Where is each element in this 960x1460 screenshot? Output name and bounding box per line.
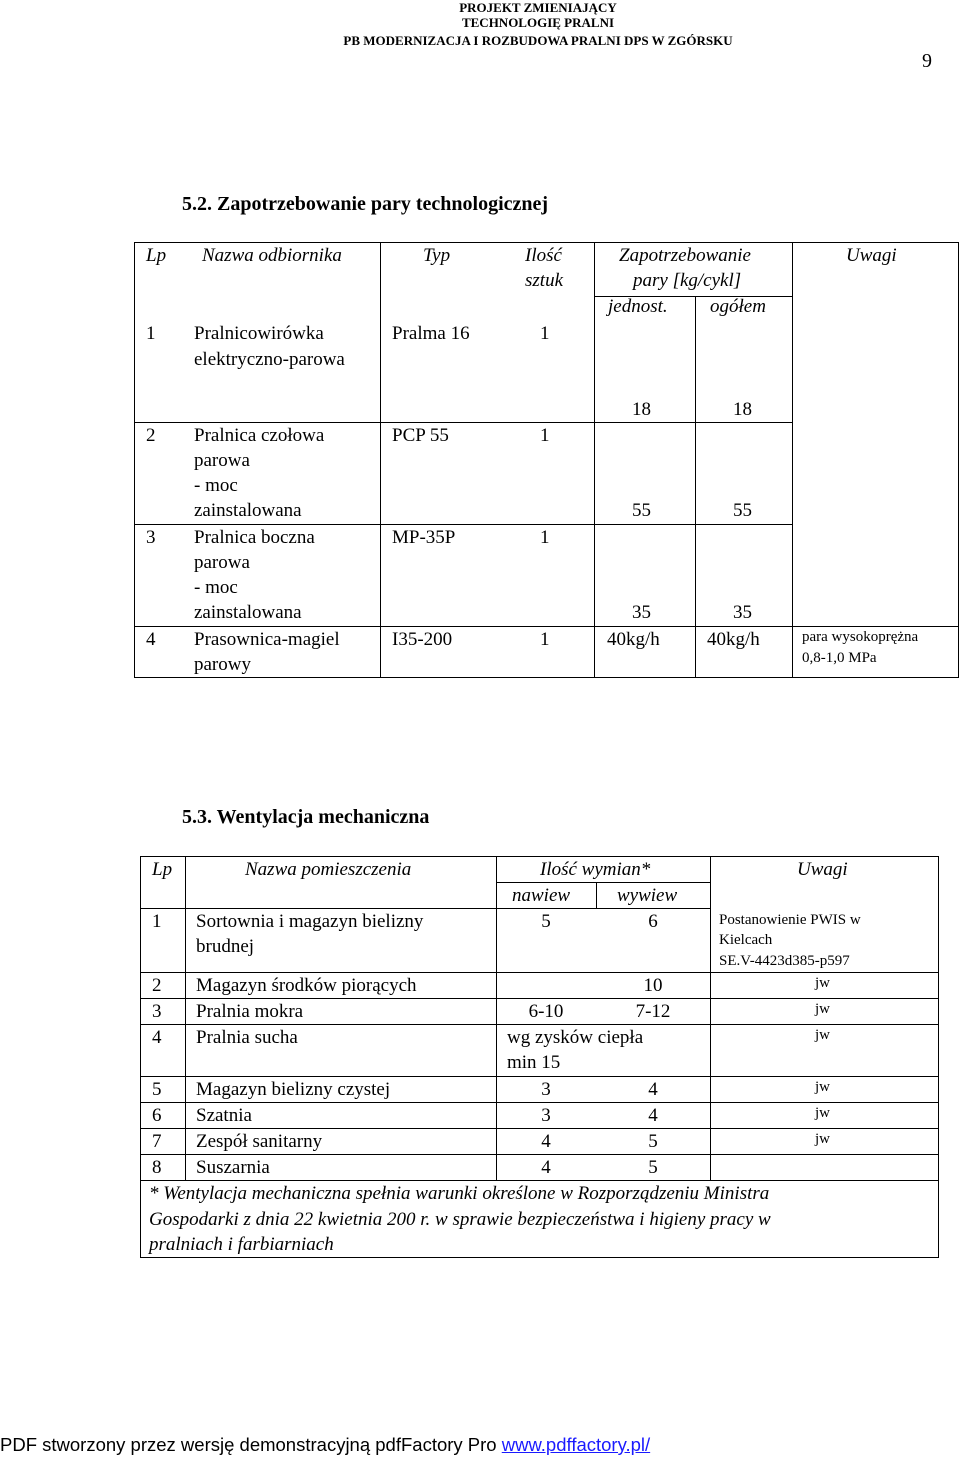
row-name-cont: parowy bbox=[194, 654, 251, 675]
row-type: MP-35P bbox=[392, 527, 456, 548]
row-supply: 5 bbox=[541, 911, 551, 932]
row-lp: 8 bbox=[152, 1157, 162, 1178]
row-note-cont: 0,8-1,0 MPa bbox=[802, 650, 877, 666]
vent-header-name: Nazwa pomieszczenia bbox=[245, 859, 412, 880]
row-exhaust: 5 bbox=[648, 1157, 658, 1178]
row-lp: 5 bbox=[152, 1079, 162, 1100]
row-supply: 3 bbox=[541, 1105, 551, 1126]
row-lp: 4 bbox=[152, 1027, 162, 1048]
row-name-cont: brudnej bbox=[196, 936, 255, 957]
row-name: Prasownica-magiel bbox=[194, 629, 340, 650]
steam-header-qty: Ilość bbox=[525, 245, 562, 266]
row-name: Pralnia sucha bbox=[196, 1027, 298, 1048]
row-name: Szatnia bbox=[196, 1105, 252, 1126]
row-name-cont: elektryczno-parowa bbox=[194, 349, 345, 370]
steam-header-name: Nazwa odbiornika bbox=[202, 245, 342, 266]
row-name: Zespół sanitarny bbox=[196, 1131, 323, 1152]
row-supply: 6-10 bbox=[528, 1001, 564, 1022]
row-type: I35-200 bbox=[392, 629, 453, 650]
row-unit: 40kg/h bbox=[607, 629, 660, 650]
row-unit: 55 bbox=[632, 500, 651, 521]
row-lp: 3 bbox=[152, 1001, 162, 1022]
row-lp: 2 bbox=[146, 425, 156, 446]
header-line-1: PROJEKT ZMIENIAJĄCY bbox=[459, 0, 617, 15]
row-lp: 4 bbox=[146, 629, 156, 650]
footnote-line-1: * Wentylacja mechaniczna spełnia warunki określone w Rozporządzeniu Ministra bbox=[149, 1183, 770, 1204]
row-exhaust: 6 bbox=[648, 911, 658, 932]
row-qty: 1 bbox=[540, 527, 550, 548]
row-name: Magazyn środków piorących bbox=[196, 975, 417, 996]
vent-header-notes: Uwagi bbox=[797, 859, 848, 880]
steam-header-type: Typ bbox=[423, 245, 451, 266]
row-lp: 3 bbox=[146, 527, 156, 548]
row-qty: 1 bbox=[540, 425, 550, 446]
row-lp: 2 bbox=[152, 975, 162, 996]
row-unit: 35 bbox=[632, 602, 651, 623]
row-supply: 3 bbox=[541, 1079, 551, 1100]
row-total: 55 bbox=[733, 500, 752, 521]
row-name: Pralnica czołowa bbox=[194, 425, 325, 446]
row-exhaust: 4 bbox=[648, 1105, 658, 1126]
row-name-cont: zainstalowana bbox=[194, 602, 302, 623]
row-qty: 1 bbox=[540, 629, 550, 650]
steam-header-demand: Zapotrzebowanie bbox=[619, 245, 751, 266]
row-qty: 1 bbox=[540, 323, 550, 344]
row-unit: 18 bbox=[632, 399, 651, 420]
row-exhaust: 5 bbox=[648, 1131, 658, 1152]
row-name: Sortownia i magazyn bielizny bbox=[196, 911, 424, 932]
row-lp: 1 bbox=[146, 323, 156, 344]
header-line-3: PB MODERNIZACJA I ROZBUDOWA PRALNI DPS W ZGÓRSKU bbox=[343, 33, 733, 48]
row-lp: 1 bbox=[152, 911, 162, 932]
row-supply: 4 bbox=[541, 1131, 551, 1152]
row-note: Postanowienie PWIS w bbox=[719, 912, 861, 928]
row-supply: wg zysków ciepła bbox=[507, 1027, 644, 1048]
row-total: 40kg/h bbox=[707, 629, 760, 650]
steam-header-total: ogółem bbox=[710, 296, 766, 317]
row-note-cont: Kielcach bbox=[719, 932, 773, 948]
section-title-steam: 5.2. Zapotrzebowanie pary technologicznej bbox=[182, 193, 549, 215]
steam-header-qty-unit: sztuk bbox=[525, 270, 563, 291]
row-type: PCP 55 bbox=[392, 425, 449, 446]
row-exhaust: 7-12 bbox=[635, 1001, 671, 1022]
section-title-ventilation: 5.3. Wentylacja mechaniczna bbox=[182, 806, 430, 828]
vent-header-lp: Lp bbox=[152, 859, 173, 880]
row-name-cont: parowa bbox=[194, 450, 250, 471]
row-name-cont: zainstalowana bbox=[194, 500, 302, 521]
page-number: 9 bbox=[922, 50, 932, 72]
row-note: jw bbox=[815, 975, 830, 991]
row-supply: 4 bbox=[541, 1157, 551, 1178]
header-line-2: TECHNOLOGIĘ PRALNI bbox=[461, 15, 615, 30]
row-note-cont: SE.V-4423d385-p597 bbox=[719, 953, 850, 969]
vent-header-supply: nawiew bbox=[512, 885, 571, 906]
steam-header-per-unit: jednost. bbox=[608, 296, 668, 317]
row-name: Suszarnia bbox=[196, 1157, 270, 1178]
footnote-line-2: Gospodarki z dnia 22 kwietnia 200 r. w sprawie bezpieczeństwa i higieny pracy w bbox=[149, 1209, 771, 1230]
row-name: Pralnia mokra bbox=[196, 1001, 304, 1022]
footnote-line-3: pralniach i farbiarniach bbox=[149, 1234, 334, 1255]
row-lp: 6 bbox=[152, 1105, 162, 1126]
row-note: jw bbox=[815, 1001, 830, 1017]
row-name: Pralnicowirówka bbox=[194, 323, 324, 344]
row-lp: 7 bbox=[152, 1131, 162, 1152]
row-name: Magazyn bielizny czystej bbox=[196, 1079, 391, 1100]
row-note: jw bbox=[815, 1131, 830, 1147]
row-supply-cont: min 15 bbox=[507, 1052, 561, 1073]
steam-header-demand-unit: pary [kg/cykl] bbox=[633, 270, 742, 291]
footer-text: PDF stworzony przez wersję demonstracyjną pdfFactory Pro bbox=[0, 1434, 502, 1455]
row-name: Pralnica boczna bbox=[194, 527, 315, 548]
row-name-cont: - moc bbox=[194, 475, 238, 496]
row-note: para wysokoprężna bbox=[802, 629, 919, 645]
row-total: 18 bbox=[733, 399, 752, 420]
vent-header-exchange: Ilość wymian* bbox=[540, 859, 651, 880]
row-type: Pralma 16 bbox=[392, 323, 470, 344]
row-exhaust: 4 bbox=[648, 1079, 658, 1100]
footer-link[interactable]: www.pdffactory.pl/ bbox=[501, 1434, 651, 1455]
row-total: 35 bbox=[733, 602, 752, 623]
steam-header-lp: Lp bbox=[146, 245, 167, 266]
steam-header-notes: Uwagi bbox=[846, 245, 897, 266]
row-note: jw bbox=[815, 1079, 830, 1095]
row-note: jw bbox=[815, 1027, 830, 1043]
row-name-cont: parowa bbox=[194, 552, 250, 573]
row-exhaust: 10 bbox=[643, 975, 663, 996]
row-note: jw bbox=[815, 1105, 830, 1121]
vent-header-exhaust: wywiew bbox=[617, 885, 678, 906]
pdf-footer bbox=[0, 1434, 650, 1456]
row-name-cont: - moc bbox=[194, 577, 238, 598]
